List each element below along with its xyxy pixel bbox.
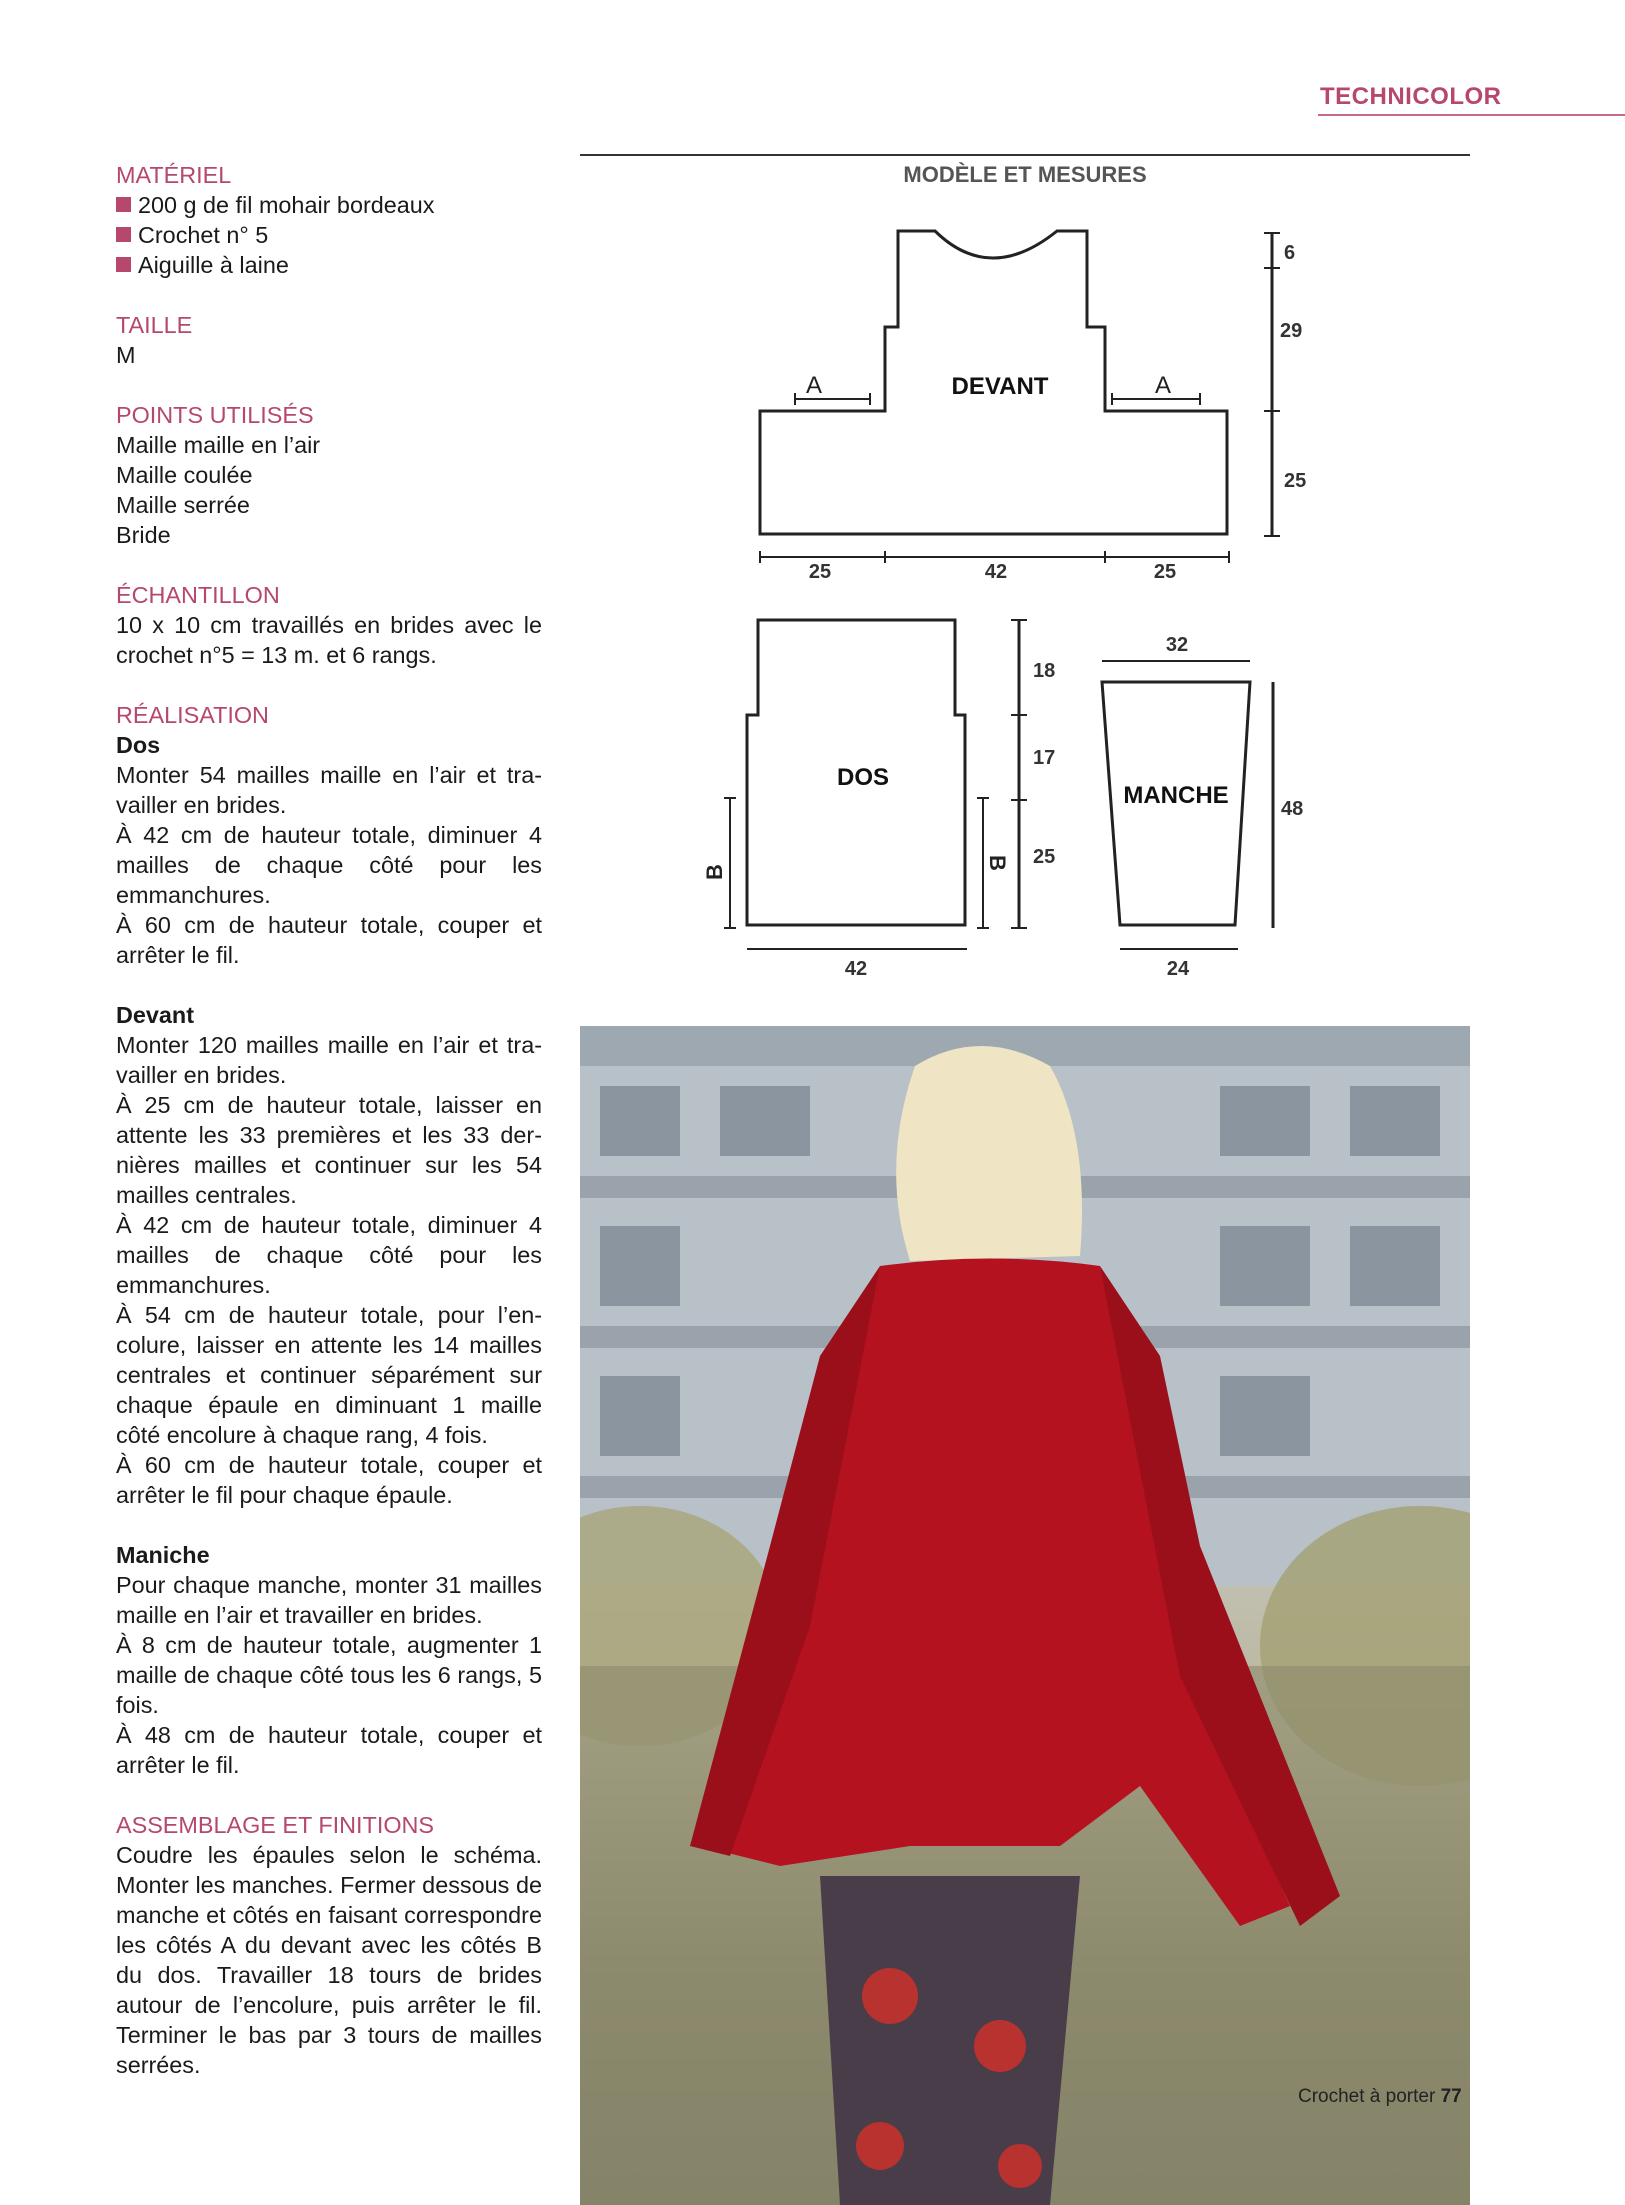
pattern-schematic	[0, 0, 1625, 1000]
assemblage-heading: ASSEMBLAGE ET FINITIONS	[116, 1812, 435, 1838]
manche-para: Pour chaque manche, monter 31 mailles maille en l’air et travailler en brides.	[116, 1572, 542, 1628]
materiel-item: 200 g de fil mohair bordeaux	[116, 190, 542, 220]
manche-para: À 48 cm de hauteur totale, couper et arrêter le fil.	[116, 1722, 542, 1778]
dos-side-b-left: B	[702, 864, 727, 880]
manche-height-48: 48	[1281, 798, 1304, 820]
points-item: Maille serrée	[116, 492, 250, 518]
dos-height-18: 18	[1033, 660, 1056, 682]
model-photo-illustration	[580, 1026, 1470, 2205]
assemblage-text: Coudre les épaules selon le schéma. Monter les manches. Fermer dessous de manche et côtés en faisant correspondre les côtés A du devant avec les côtés B du dos. Travailler 18 tours de brides autour de l’encolure, puis arrêter le fil. Terminer le bas par 3 tours de mailles serrées.	[116, 1842, 542, 2078]
taille-heading: TAILLE	[116, 312, 193, 338]
devant-height-6: 6	[1284, 242, 1296, 264]
devant-label: DEVANT	[951, 373, 1049, 400]
devant-height-25: 25	[1284, 470, 1307, 492]
points-item: Maille coulée	[116, 462, 253, 488]
dos-para: Monter 54 mailles maille en l’air et tra-vailler en brides.	[116, 762, 542, 818]
manche-title: Maniche	[116, 1542, 210, 1568]
realisation-heading: RÉALISATION	[116, 702, 269, 728]
dos-height-17: 17	[1033, 747, 1056, 769]
header-title: TECHNICOLOR	[1320, 83, 1502, 110]
hair	[896, 1046, 1082, 1261]
manche-label: MANCHE	[1123, 782, 1229, 809]
manche-para: À 8 cm de hauteur totale, augmenter 1 maille de chaque côté tous les 6 rangs, 5 fois.	[116, 1632, 542, 1718]
devant-para: À 60 cm de hauteur totale, couper et arrêter le fil pour chaque épaule.	[116, 1452, 542, 1508]
devant-width-25-left: 25	[808, 561, 832, 583]
magazine-name: Crochet à porter	[1298, 2086, 1436, 2107]
dos-para: À 42 cm de hauteur totale, diminuer 4 mailles de chaque côté pour les emmanchures.	[116, 822, 542, 908]
dos-label: DOS	[836, 764, 890, 791]
devant-side-a-right: A	[1155, 372, 1172, 399]
devant-height-29: 29	[1280, 320, 1303, 342]
dos-side-b-right: B	[985, 855, 1010, 871]
devant-width-42: 42	[984, 561, 1008, 583]
devant-side-a-left: A	[806, 372, 823, 399]
dos-title: Dos	[116, 732, 161, 758]
dos-height-25: 25	[1033, 846, 1056, 868]
echantillon-heading: ÉCHANTILLON	[116, 582, 280, 608]
devant-para: Monter 120 mailles maille en l’air et tra-vailler en brides.	[116, 1032, 542, 1088]
diagram-title: MODÈLE ET MESURES	[903, 162, 1147, 187]
manche-bottom-24: 24	[1166, 958, 1190, 980]
page-number: 77	[1440, 2086, 1462, 2107]
dos-para: À 60 cm de hauteur totale, couper et arrêter le fil.	[116, 912, 542, 968]
materiel-heading: MATÉRIEL	[116, 162, 232, 188]
devant-title: Devant	[116, 1002, 194, 1028]
materiel-item: Aiguille à laine	[116, 250, 542, 280]
dos-width-42: 42	[844, 958, 868, 980]
points-heading: POINTS UTILISÉS	[116, 402, 314, 428]
points-item: Bride	[116, 522, 171, 548]
devant-para: À 42 cm de hauteur totale, diminuer 4 mailles de chaque côté pour les emmanchures.	[116, 1212, 542, 1298]
devant-para: À 54 cm de hauteur totale, pour l’en-colure, laisser en attente les 14 mailles centrales et continuer séparément sur chaque épaule en diminuant 1 maille côté encolure à chaque rang, 4 fois.	[116, 1302, 542, 1448]
devant-width-25-right: 25	[1153, 561, 1177, 583]
taille-value: M	[116, 342, 136, 368]
manche-top-32: 32	[1165, 634, 1189, 656]
materiel-item: Crochet n° 5	[116, 220, 542, 250]
model-photo	[580, 1026, 1470, 2205]
echantillon-text: 10 x 10 cm travaillés en brides avec le crochet n°5 = 13 m. et 6 rangs.	[116, 612, 542, 668]
devant-para: À 25 cm de hauteur totale, laisser en attente les 33 premières et les 33 der-nières mailles et continuer sur les 54 mailles centrales.	[116, 1092, 542, 1208]
page-footer	[1298, 2086, 1462, 2108]
points-item: Maille maille en l’air	[116, 432, 321, 458]
